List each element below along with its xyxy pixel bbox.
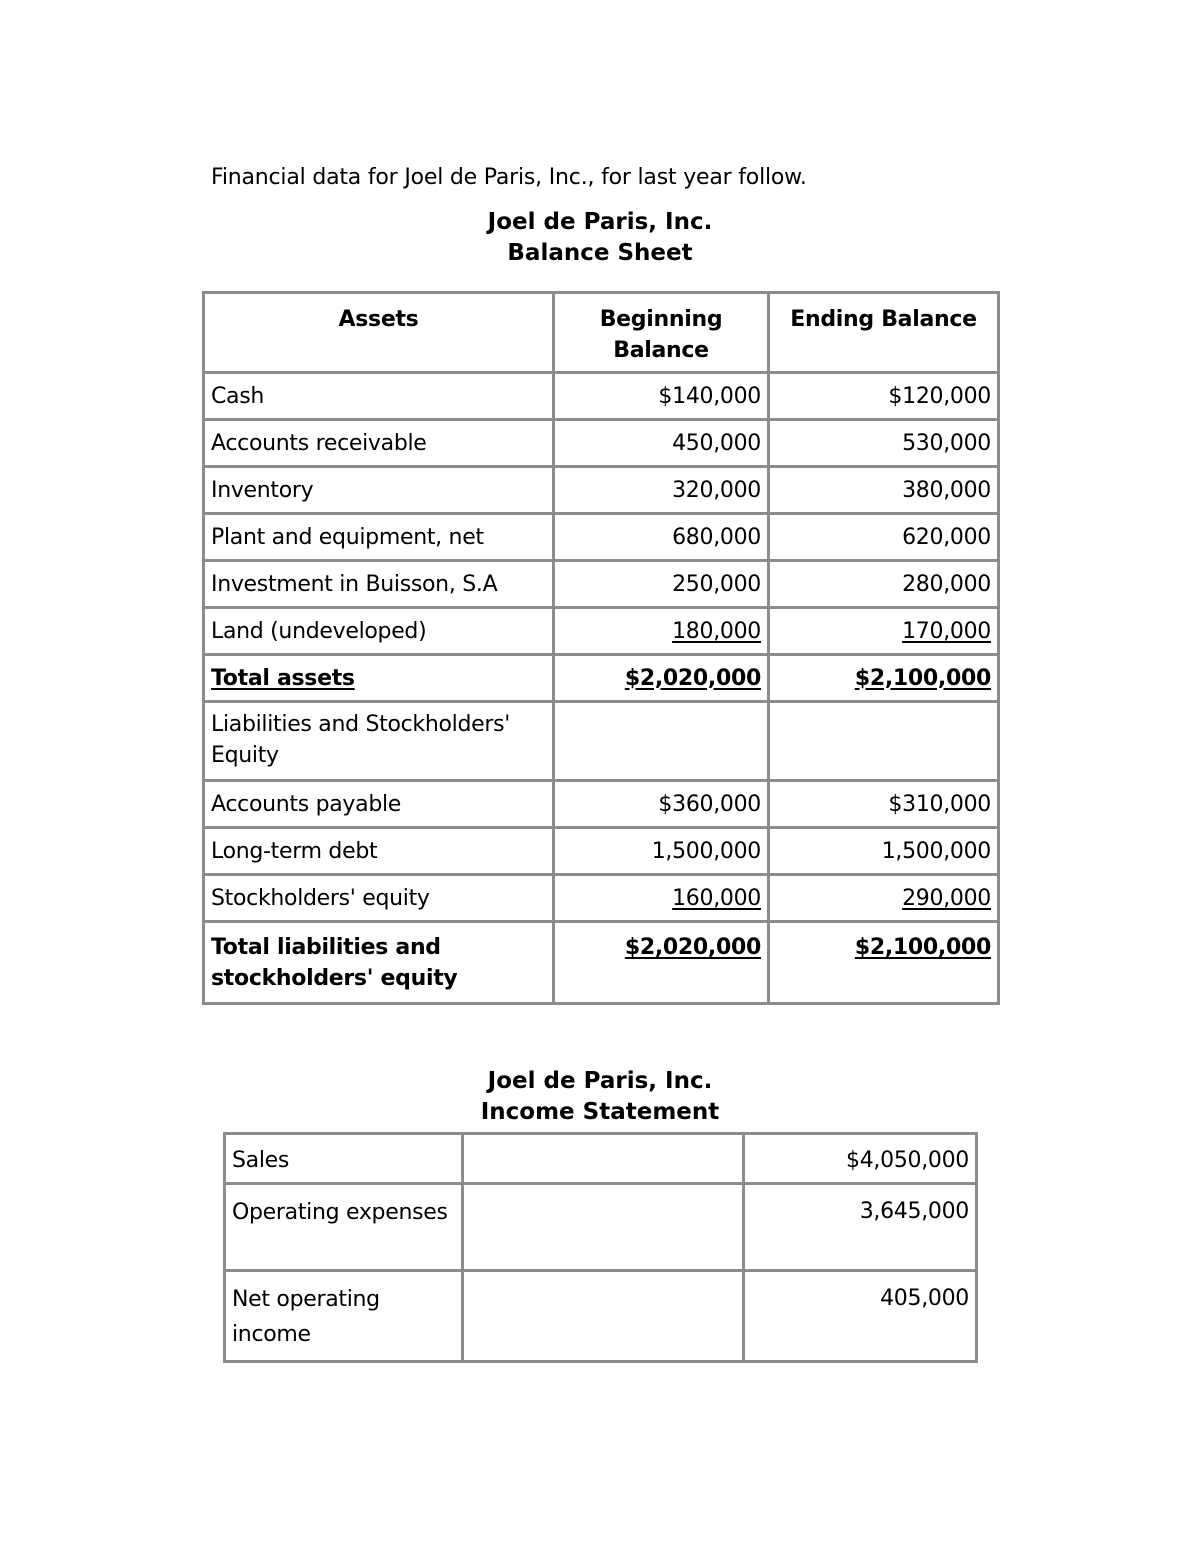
total-assets-ending: $2,100,000 (854, 665, 991, 691)
total-liabilities-ending: $2,100,000 (854, 935, 991, 960)
table-row (204, 781, 999, 828)
table-row (225, 1184, 977, 1271)
beginning-value: 160,000 (672, 885, 761, 911)
table-row (204, 875, 999, 922)
total-liabilities-row (204, 922, 999, 1004)
ending-value (769, 702, 999, 781)
row-label: Stockholders' equity (204, 875, 554, 922)
row-label: Land (undeveloped) (204, 608, 554, 655)
beginning-value: 680,000 (554, 514, 769, 561)
amount-value: 3,645,000 (744, 1184, 977, 1271)
total-assets-label: Total assets (211, 665, 355, 691)
balance-sheet-table (202, 291, 1000, 1005)
table-row (204, 828, 999, 875)
row-label: Investment in Buisson, S.A (204, 561, 554, 608)
row-label: Cash (204, 373, 554, 420)
ending-value: 530,000 (769, 420, 999, 467)
income-statement-table (223, 1132, 978, 1363)
income-statement-title: Income Statement (480, 1099, 720, 1125)
beginning-value: 250,000 (554, 561, 769, 608)
row-label: Inventory (204, 467, 554, 514)
total-liabilities-label: Total liabilities and stockholders' equity (204, 922, 554, 1004)
income-statement-title-block (0, 1066, 1200, 1128)
table-row (204, 420, 999, 467)
income-statement-company: Joel de Paris, Inc. (487, 1068, 713, 1094)
balance-sheet-title: Balance Sheet (507, 240, 693, 266)
total-assets-beginning: $2,020,000 (624, 665, 761, 691)
table-row (204, 373, 999, 420)
table-header-row (204, 293, 999, 373)
table-row (204, 514, 999, 561)
middle-cell (463, 1271, 744, 1362)
ending-value: 620,000 (769, 514, 999, 561)
table-row (204, 467, 999, 514)
balance-sheet-title-block (0, 207, 1200, 269)
liabilities-section-row (204, 702, 999, 781)
total-assets-beginning-cell (554, 655, 769, 702)
total-assets-ending-cell (769, 655, 999, 702)
beginning-value-cell (554, 875, 769, 922)
row-label: Accounts payable (204, 781, 554, 828)
row-label: Long-term debt (204, 828, 554, 875)
header-ending-balance: Ending Balance (769, 293, 999, 373)
ending-value: 380,000 (769, 467, 999, 514)
amount-value: $4,050,000 (744, 1134, 977, 1184)
table-row (204, 608, 999, 655)
row-label: Accounts receivable (204, 420, 554, 467)
ending-value: $310,000 (769, 781, 999, 828)
intro-text: Financial data for Joel de Paris, Inc., for last year follow. (211, 165, 807, 190)
total-liabilities-beginning-cell (554, 922, 769, 1004)
header-assets: Assets (204, 293, 554, 373)
beginning-value: 320,000 (554, 467, 769, 514)
amount-value: 405,000 (744, 1271, 977, 1362)
beginning-value: 180,000 (672, 618, 761, 644)
beginning-value (554, 702, 769, 781)
total-assets-label-cell (204, 655, 554, 702)
beginning-value: 1,500,000 (554, 828, 769, 875)
row-label: Sales (225, 1134, 463, 1184)
header-beginning-balance: Beginning Balance (554, 293, 769, 373)
ending-value: 1,500,000 (769, 828, 999, 875)
row-label: Plant and equipment, net (204, 514, 554, 561)
ending-value-cell (769, 875, 999, 922)
beginning-value: $360,000 (554, 781, 769, 828)
middle-cell (463, 1184, 744, 1271)
ending-value: 280,000 (769, 561, 999, 608)
ending-value: 290,000 (902, 885, 991, 911)
middle-cell (463, 1134, 744, 1184)
ending-value: 170,000 (902, 618, 991, 644)
row-label: Net operating income (225, 1271, 463, 1362)
beginning-value: 450,000 (554, 420, 769, 467)
total-liabilities-ending-cell (769, 922, 999, 1004)
beginning-value-cell (554, 608, 769, 655)
total-assets-row (204, 655, 999, 702)
table-row (204, 561, 999, 608)
row-label: Operating expenses (225, 1184, 463, 1271)
ending-value: $120,000 (769, 373, 999, 420)
ending-value-cell (769, 608, 999, 655)
balance-sheet-company: Joel de Paris, Inc. (487, 209, 713, 235)
row-label: Liabilities and Stockholders' Equity (204, 702, 554, 781)
table-row (225, 1271, 977, 1362)
table-row (225, 1134, 977, 1184)
total-liabilities-beginning: $2,020,000 (624, 935, 761, 960)
beginning-value: $140,000 (554, 373, 769, 420)
